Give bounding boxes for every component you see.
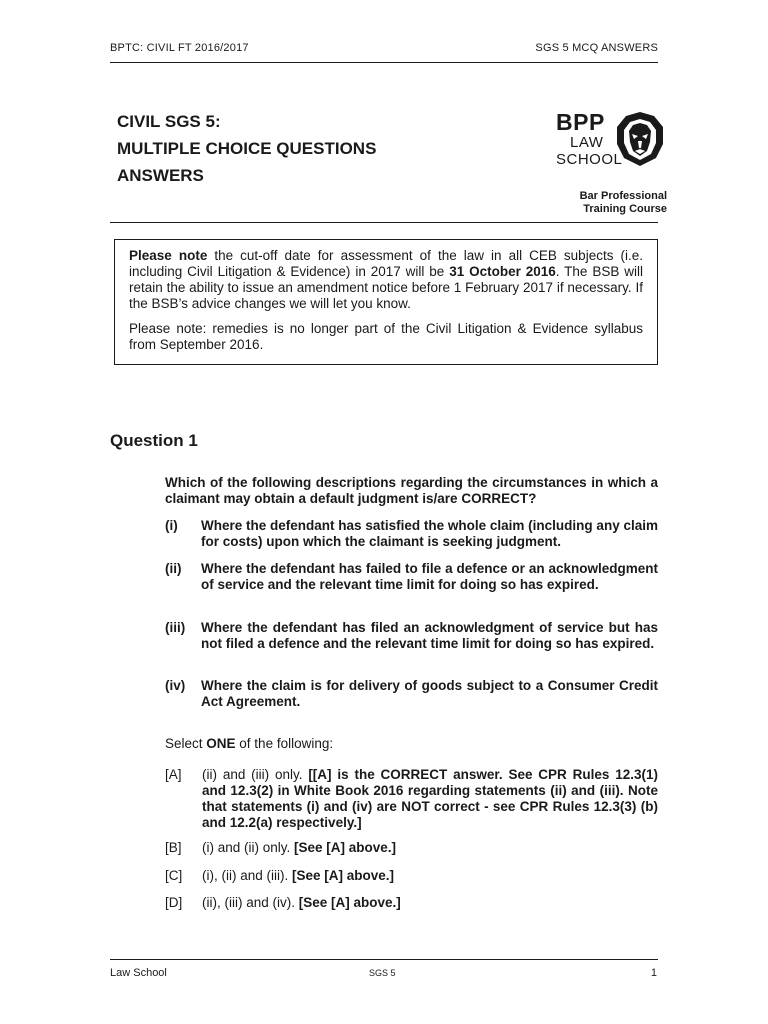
notice-text-b: . The BSB will retain the ability to issue an amendment notice before 1 February 2017 if necessary. If the BSB’s advice changes we will let you know. [129,264,643,311]
option-body [202,840,658,856]
logo-line-2: SCHOOL [556,151,623,168]
select-prefix: Select [165,736,207,751]
option-body [202,868,658,884]
statement-text: Where the defendant has filed an acknowledgment of service but has not filed a defence and the relevant time limit for doing so has expired. [201,620,658,651]
option-label: [B] [165,840,182,855]
notice-paragraph-2: Please note: remedies is no longer part of the Civil Litigation & Evidence syllabus from September 2016. [129,321,643,352]
option-note: [[A] is the CORRECT answer. See CPR Rules 12.3(1) and 12.3(2) in White Book 2016 regarding statements (ii) and (iii). Note that statements (i) and (iv) are NOT correct - see CPR Rules 12.3(3) (b) and 12.2(a) respectively.] [202,767,658,830]
course-line-2: Training Course [583,203,667,215]
title-line-3: ANSWERS [117,166,204,185]
course-line-1: Bar Professional [579,190,667,202]
header-right: SGS 5 MCQ ANSWERS [535,42,658,54]
statement-text: Where the defendant has satisfied the whole claim (including any claim for costs) upon which the claimant is seeking judgment. [201,518,658,549]
header-left: BPTC: CIVIL FT 2016/2017 [110,42,249,54]
option-note: [See [A] above.] [292,868,395,883]
notice-paragraph-1 [129,248,643,312]
question-stem: Which of the following descriptions regarding the circumstances in which a claimant may obtain a default judgment is/are CORRECT? [165,475,658,506]
option-text: (i), (ii) and (iii). [202,868,292,883]
option-text: (ii) and (iii) only. [202,767,309,782]
option-text: (ii), (iii) and (iv). [202,895,299,910]
option-note: [See [A] above.] [298,895,401,910]
logo-line-1: LAW [570,134,604,151]
header-rule [110,62,658,63]
page-number: 1 [650,967,657,979]
option-body [202,767,658,831]
question-heading: Question 1 [110,431,198,450]
title-line-1: CIVIL SGS 5: [117,112,221,131]
footer-rule [110,959,658,960]
notice-box [114,239,658,365]
logo-word: BPP [556,109,605,135]
option-note: [See [A] above.] [294,840,397,855]
option-label: [A] [165,767,182,782]
option-body [202,895,658,911]
bpp-logo-text [556,109,623,168]
page-title [117,108,376,189]
footer-left: Law School [110,967,167,979]
statement-text: Where the defendant has failed to file a defence or an acknowledgment of service and the relevant time limit for doing so has expired. [201,561,658,592]
select-suffix: of the following: [235,736,334,751]
notice-date: 31 October 2016 [449,264,556,279]
title-line-2: MULTIPLE CHOICE QUESTIONS [117,139,377,158]
statement-number: (iv) [165,678,186,693]
option-label: [D] [165,895,183,910]
statement-text: Where the claim is for delivery of goods subject to a Consumer Credit Act Agreement. [201,678,658,709]
option-text: (i) and (ii) only. [202,840,295,855]
title-rule [110,222,658,223]
notice-text-a: the cut-off date for assessment of the law in all CEB subjects (i.e. including Civil Litigation & Evidence) in 2017 will be [129,248,643,279]
select-bold: ONE [206,736,236,751]
statement-number: (iii) [165,620,186,635]
select-instruction [165,736,333,751]
lion-head-icon [614,110,666,168]
option-label: [C] [165,868,183,883]
statement-number: (i) [165,518,178,533]
footer-center: SGS 5 [369,968,396,978]
course-label [580,190,667,216]
statement-number: (ii) [165,561,182,576]
notice-bold-label: Please note [129,248,208,263]
